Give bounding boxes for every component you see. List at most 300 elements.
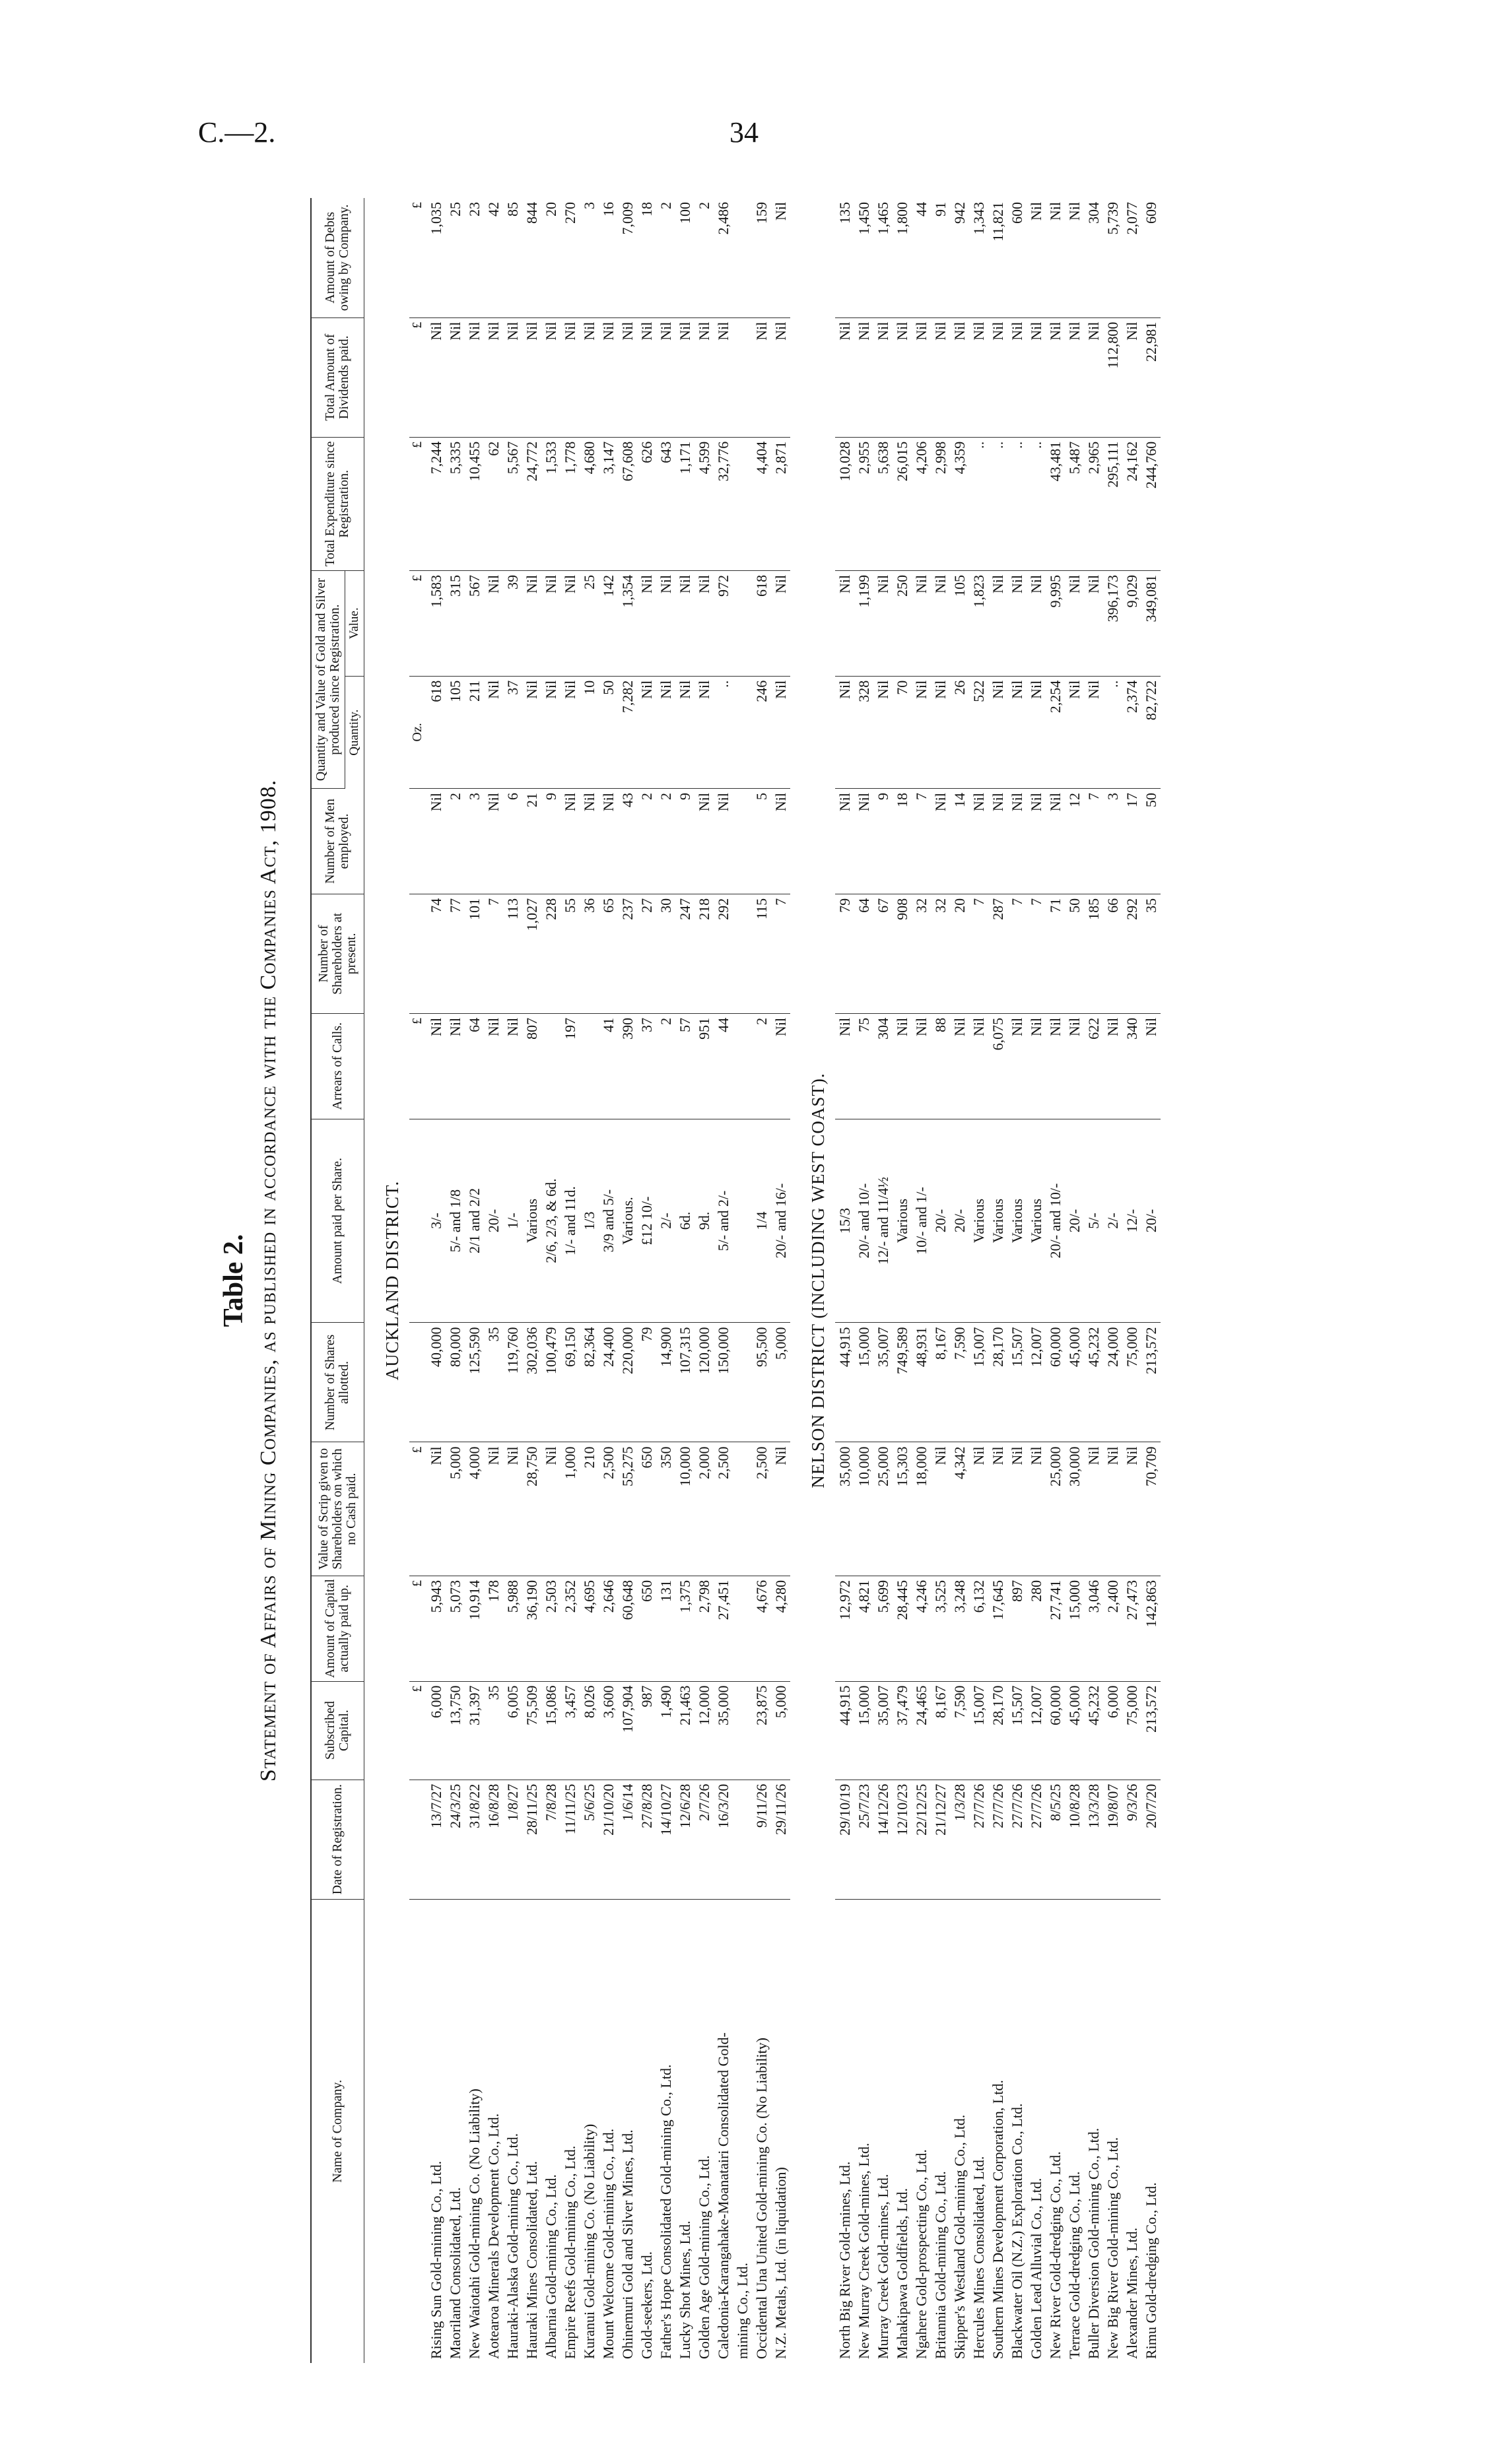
cell-dividends: 22,981 — [1141, 317, 1161, 437]
cell-debts: Nil — [771, 198, 790, 317]
cell-men: 5 — [752, 789, 771, 894]
cell-scrip: 2,500 — [714, 1442, 733, 1576]
table-row — [503, 198, 522, 2363]
cell-debts: Nil — [1027, 198, 1046, 317]
section-heading: NELSON DISTRICT (INCLUDING WEST COAST). — [807, 1073, 828, 1488]
cell-debts: 2 — [694, 198, 714, 317]
cell-subscribed: 45,000 — [1065, 1681, 1084, 1780]
cell-holders: 7 — [484, 894, 503, 1013]
cell-name: Empire Reefs Gold-mining Co., Ltd. — [561, 2145, 578, 2359]
cell-holders: 292 — [1122, 894, 1141, 1013]
cell-holders: 7 — [1027, 894, 1046, 1013]
col-gold-group: Quantity and Value of Gold and Silver produced since Registration. — [311, 571, 345, 789]
cell-paid-up: 27,473 — [1122, 1576, 1141, 1681]
cell-name: Ngahere Gold-prospecting Co., Ltd. — [912, 2149, 930, 2359]
cell-dividends: 112,800 — [1103, 317, 1122, 437]
cell-holders: 292 — [714, 894, 733, 1013]
cell-quantity: 70 — [893, 676, 912, 788]
cell-name: Hauraki Mines Consolidated, Ltd. — [523, 2160, 540, 2359]
cell-debts: 1,035 — [426, 198, 446, 317]
cell-shares: 15,000 — [854, 1323, 873, 1442]
cell-men: 12 — [1065, 789, 1084, 894]
cell-date: 16/3/20 — [714, 1780, 733, 1899]
cell-men: 7 — [912, 789, 931, 894]
cell-expenditure: 24,162 — [1122, 437, 1141, 570]
cell-debts: 20 — [541, 198, 560, 317]
cell-shares: 15,007 — [969, 1323, 988, 1442]
cell-name: Golden Lead Alluvial Co., Ltd. — [1027, 2178, 1044, 2359]
cell-dividends: Nil — [694, 317, 714, 437]
cell-expenditure: 43,481 — [1046, 437, 1065, 570]
cell-arrears: 197 — [560, 1013, 580, 1119]
cell-expenditure: 5,567 — [503, 437, 522, 570]
cell-holders: 65 — [599, 894, 618, 1013]
cell-paid-up: 2,798 — [694, 1576, 714, 1681]
cell-expenditure: 3,147 — [599, 437, 618, 570]
cell-arrears: Nil — [1007, 1013, 1027, 1119]
cell-debts: Nil — [1065, 198, 1084, 317]
cell-dividends: Nil — [752, 317, 771, 437]
cell-holders: 55 — [560, 894, 580, 1013]
cell-shares: 302,036 — [522, 1323, 541, 1442]
cell-dividends: Nil — [656, 317, 675, 437]
cell-shares: 95,500 — [752, 1323, 771, 1442]
section-heading: AUCKLAND DISTRICT. — [382, 1180, 402, 1381]
cell-shares — [733, 1323, 752, 1442]
cell-value: Nil — [694, 571, 714, 677]
cell-scrip: Nil — [931, 1442, 950, 1576]
cell-subscribed: 45,232 — [1084, 1681, 1103, 1780]
cell-name: Mahakipawa Goldfields, Ltd. — [893, 2187, 910, 2359]
cell-holders: 71 — [1046, 894, 1065, 1013]
cell-name: Rimu Gold-dredging Co., Ltd. — [1142, 2182, 1159, 2359]
cell-arrears: 6,075 — [988, 1013, 1007, 1119]
cell-debts: 1,450 — [854, 198, 873, 317]
cell-expenditure: 643 — [656, 437, 675, 570]
cell-name: Buller Diversion Gold-mining Co., Ltd. — [1085, 2127, 1102, 2359]
cell-expenditure: 4,404 — [752, 437, 771, 570]
cell-quantity: Nil — [988, 676, 1007, 788]
cell-shares: 120,000 — [694, 1323, 714, 1442]
cell-holders — [733, 894, 752, 1013]
cell-expenditure: 7,244 — [426, 437, 446, 570]
cell-debts — [733, 198, 752, 317]
cell-scrip: 15,303 — [893, 1442, 912, 1576]
cell-quantity: Nil — [522, 676, 541, 788]
cell-holders: 79 — [835, 894, 854, 1013]
cell-dividends: Nil — [714, 317, 733, 437]
cell-per-share: 1/4 — [752, 1119, 771, 1323]
cell-paid-up: 5,988 — [503, 1576, 522, 1681]
cell-expenditure: 26,015 — [893, 437, 912, 570]
cell-date: 1/8/27 — [503, 1780, 522, 1899]
col-arrears: Arrears of Calls. — [311, 1013, 364, 1119]
cell-men: 21 — [522, 789, 541, 894]
cell-subscribed: 24,465 — [912, 1681, 931, 1780]
cell-debts: 2 — [656, 198, 675, 317]
cell-men: 2 — [656, 789, 675, 894]
cell-date: 29/10/19 — [835, 1780, 854, 1899]
cell-quantity — [733, 676, 752, 788]
cell-name: New Waiotahi Gold-mining Co. (No Liability) — [465, 2088, 483, 2359]
cell-paid-up: 897 — [1007, 1576, 1027, 1681]
table-row — [580, 198, 599, 2363]
cell-debts: 3 — [580, 198, 599, 317]
cell-name: Ohinemuri Gold and Silver Mines, Ltd. — [619, 2129, 636, 2359]
cell-date: 27/7/26 — [1007, 1780, 1027, 1899]
cell-holders: 77 — [446, 894, 465, 1013]
cell-scrip: 210 — [580, 1442, 599, 1576]
cell-scrip: Nil — [503, 1442, 522, 1576]
cell-subscribed: 12,000 — [694, 1681, 714, 1780]
cell-date: 13/3/28 — [1084, 1780, 1103, 1899]
cell-arrears — [733, 1013, 752, 1119]
cell-expenditure: 2,955 — [854, 437, 873, 570]
cell-subscribed: 15,507 — [1007, 1681, 1027, 1780]
cell-date: 2/7/26 — [694, 1780, 714, 1899]
table-row — [873, 198, 893, 2363]
cell-name: Hauraki-Alaska Gold-mining Co., Ltd. — [504, 2133, 521, 2359]
cell-subscribed: 35 — [484, 1681, 503, 1780]
unit-men — [409, 789, 426, 894]
cell-per-share: 5/- and 1/8 — [446, 1119, 465, 1323]
cell-arrears: 304 — [873, 1013, 893, 1119]
cell-shares: 75,000 — [1122, 1323, 1141, 1442]
cell-shares: 82,364 — [580, 1323, 599, 1442]
col-name: Name of Company. — [311, 1899, 364, 2363]
cell-shares: 14,900 — [656, 1323, 675, 1442]
cell-arrears: Nil — [1065, 1013, 1084, 1119]
cell-quantity: Nil — [637, 676, 656, 788]
cell-quantity: 246 — [752, 676, 771, 788]
cell-quantity: Nil — [771, 676, 790, 788]
cell-per-share: 2/1 and 2/2 — [465, 1119, 484, 1323]
cell-men: Nil — [771, 789, 790, 894]
cell-arrears — [541, 1013, 560, 1119]
cell-men: Nil — [1027, 789, 1046, 894]
cell-men: 18 — [893, 789, 912, 894]
unit-shares — [409, 1323, 426, 1442]
cell-arrears: Nil — [969, 1013, 988, 1119]
cell-arrears: Nil — [893, 1013, 912, 1119]
table-row — [854, 198, 873, 2363]
cell-scrip: Nil — [484, 1442, 503, 1576]
cell-dividends — [733, 317, 752, 437]
cell-quantity: Nil — [873, 676, 893, 788]
cell-scrip: 1,000 — [560, 1442, 580, 1576]
cell-arrears: 951 — [694, 1013, 714, 1119]
cell-men: Nil — [694, 789, 714, 894]
cell-per-share: 12/- and 11/4½ — [873, 1119, 893, 1323]
cell-dividends: Nil — [1007, 317, 1027, 437]
cell-subscribed: 12,007 — [1027, 1681, 1046, 1780]
cell-holders: 67 — [873, 894, 893, 1013]
cell-paid-up: 15,000 — [1065, 1576, 1084, 1681]
cell-men: Nil — [931, 789, 950, 894]
cell-paid-up: 1,375 — [675, 1576, 694, 1681]
cell-quantity: 2,374 — [1122, 676, 1141, 788]
cell-paid-up: 4,280 — [771, 1576, 790, 1681]
cell-per-share: 20/- — [1141, 1119, 1161, 1323]
cell-name: Kuranui Gold-mining Co. (No Liability) — [580, 2123, 597, 2359]
cell-scrip: 10,000 — [854, 1442, 873, 1576]
cell-date: 14/10/27 — [656, 1780, 675, 1899]
cell-paid-up: 4,676 — [752, 1576, 771, 1681]
unit-debts: £ — [409, 198, 426, 317]
cell-quantity: Nil — [1084, 676, 1103, 788]
cell-holders: 7 — [771, 894, 790, 1013]
cell-quantity: Nil — [694, 676, 714, 788]
cell-quantity: Nil — [1065, 676, 1084, 788]
cell-per-share: 5/- — [1084, 1119, 1103, 1323]
cell-date: 19/8/07 — [1103, 1780, 1122, 1899]
cell-dividends: Nil — [1046, 317, 1065, 437]
mining-companies-table — [310, 198, 1161, 2363]
cell-per-share: 2/6, 2/3, & 6d. — [541, 1119, 560, 1323]
cell-dividends: Nil — [599, 317, 618, 437]
cell-shares: 24,400 — [599, 1323, 618, 1442]
unit-arrears: £ — [409, 1013, 426, 1119]
cell-quantity: 37 — [503, 676, 522, 788]
cell-scrip: Nil — [1007, 1442, 1027, 1576]
cell-scrip: Nil — [1084, 1442, 1103, 1576]
cell-date: 9/11/26 — [752, 1780, 771, 1899]
cell-subscribed: 15,000 — [854, 1681, 873, 1780]
cell-paid-up: 2,400 — [1103, 1576, 1122, 1681]
cell-per-share: Various — [988, 1119, 1007, 1323]
cell-per-share: 3/- — [426, 1119, 446, 1323]
cell-holders: 237 — [618, 894, 637, 1013]
cell-debts: 5,739 — [1103, 198, 1122, 317]
cell-dividends: Nil — [637, 317, 656, 437]
cell-men: Nil — [426, 789, 446, 894]
cell-value: Nil — [1065, 571, 1084, 677]
cell-debts: 609 — [1141, 198, 1161, 317]
cell-name: Hercules Mines Consolidated, Ltd. — [970, 2156, 987, 2359]
cell-shares: 749,589 — [893, 1323, 912, 1442]
cell-debts: 7,009 — [618, 198, 637, 317]
cell-arrears: 2 — [752, 1013, 771, 1119]
cell-dividends: Nil — [931, 317, 950, 437]
cell-name: Golden Age Gold-mining Co., Ltd. — [695, 2155, 712, 2359]
cell-date — [733, 1780, 752, 1899]
unit-subscribed: £ — [409, 1681, 426, 1780]
cell-name: Terrace Gold-dredging Co., Ltd. — [1066, 2171, 1083, 2359]
cell-expenditure — [733, 437, 752, 570]
cell-debts: 304 — [1084, 198, 1103, 317]
cell-value: Nil — [988, 571, 1007, 677]
cell-holders: 908 — [893, 894, 912, 1013]
cell-men: Nil — [714, 789, 733, 894]
cell-shares: 69,150 — [560, 1323, 580, 1442]
table-row — [541, 198, 560, 2363]
cell-quantity: 328 — [854, 676, 873, 788]
cell-value: Nil — [873, 571, 893, 677]
cell-date: 14/12/26 — [873, 1780, 893, 1899]
cell-name: Blackwater Oil (N.Z.) Exploration Co., Ltd. — [1008, 2103, 1025, 2359]
cell-name: Southern Mines Development Corporation, Ltd. — [989, 2080, 1006, 2359]
table-row — [912, 198, 931, 2363]
cell-expenditure: 32,776 — [714, 437, 733, 570]
cell-expenditure: .. — [988, 437, 1007, 570]
cell-date: 7/8/28 — [541, 1780, 560, 1899]
unit-holders — [409, 894, 426, 1013]
cell-subscribed: 31,397 — [465, 1681, 484, 1780]
cell-dividends: Nil — [854, 317, 873, 437]
cell-holders: 247 — [675, 894, 694, 1013]
cell-quantity: 618 — [426, 676, 446, 788]
unit-quantity: Oz. — [409, 676, 426, 788]
cell-holders: 74 — [426, 894, 446, 1013]
cell-dividends: Nil — [969, 317, 988, 437]
table-row — [522, 198, 541, 2363]
cell-paid-up: 650 — [637, 1576, 656, 1681]
unit-date — [409, 1780, 426, 1899]
table-row — [714, 198, 733, 2363]
cell-expenditure: 2,998 — [931, 437, 950, 570]
cell-expenditure: .. — [1027, 437, 1046, 570]
cell-date: 27/8/28 — [637, 1780, 656, 1899]
cell-arrears: 88 — [931, 1013, 950, 1119]
cell-expenditure: 1,533 — [541, 437, 560, 570]
cell-arrears: 340 — [1122, 1013, 1141, 1119]
cell-paid-up: 142,863 — [1141, 1576, 1161, 1681]
cell-date: 25/7/23 — [854, 1780, 873, 1899]
cell-per-share: 9d. — [694, 1119, 714, 1323]
cell-debts: 135 — [835, 198, 854, 317]
cell-date: 12/6/28 — [675, 1780, 694, 1899]
table-row — [599, 198, 618, 2363]
cell-arrears: Nil — [771, 1013, 790, 1119]
cell-scrip: 4,000 — [465, 1442, 484, 1576]
cell-subscribed: 107,904 — [618, 1681, 637, 1780]
cell-per-share: 20/- and 16/- — [771, 1119, 790, 1323]
cell-quantity: 10 — [580, 676, 599, 788]
cell-dividends: Nil — [580, 317, 599, 437]
cell-subscribed: 987 — [637, 1681, 656, 1780]
cell-arrears: Nil — [1103, 1013, 1122, 1119]
cell-arrears: 41 — [599, 1013, 618, 1119]
cell-name: Alexander Mines, Ltd. — [1123, 2227, 1140, 2359]
cell-dividends: Nil — [1084, 317, 1103, 437]
cell-name: mining Co., Ltd. — [733, 2262, 751, 2359]
cell-shares: 40,000 — [426, 1323, 446, 1442]
cell-name: N.Z. Metals, Ltd. (in liquidation) — [772, 2167, 789, 2359]
page-ref: C.—2. — [198, 116, 276, 149]
cell-scrip: Nil — [426, 1442, 446, 1576]
cell-scrip: 18,000 — [912, 1442, 931, 1576]
cell-paid-up: 4,246 — [912, 1576, 931, 1681]
cell-quantity: Nil — [1007, 676, 1027, 788]
cell-quantity: 26 — [950, 676, 969, 788]
cell-quantity: Nil — [541, 676, 560, 788]
cell-holders: 32 — [931, 894, 950, 1013]
cell-paid-up: 27,741 — [1046, 1576, 1065, 1681]
cell-men: 2 — [637, 789, 656, 894]
cell-subscribed: 75,000 — [1122, 1681, 1141, 1780]
cell-value: 105 — [950, 571, 969, 677]
cell-holders: 218 — [694, 894, 714, 1013]
cell-expenditure: 5,638 — [873, 437, 893, 570]
cell-paid-up: 12,972 — [835, 1576, 854, 1681]
cell-date: 13/7/27 — [426, 1780, 446, 1899]
cell-dividends: Nil — [465, 317, 484, 437]
cell-shares: 150,000 — [714, 1323, 733, 1442]
cell-shares: 12,007 — [1027, 1323, 1046, 1442]
cell-expenditure: 4,680 — [580, 437, 599, 570]
cell-value: Nil — [912, 571, 931, 677]
table-row — [771, 198, 790, 2363]
cell-men: 7 — [1084, 789, 1103, 894]
cell-men: 14 — [950, 789, 969, 894]
cell-paid-up: 3,046 — [1084, 1576, 1103, 1681]
cell-dividends: Nil — [893, 317, 912, 437]
cell-quantity: Nil — [912, 676, 931, 788]
cell-per-share — [733, 1119, 752, 1323]
cell-arrears: 807 — [522, 1013, 541, 1119]
cell-subscribed: 60,000 — [1046, 1681, 1065, 1780]
cell-paid-up: 5,699 — [873, 1576, 893, 1681]
cell-per-share: 12/- — [1122, 1119, 1141, 1323]
cell-name: Gold-seekers, Ltd. — [638, 2251, 655, 2359]
cell-quantity: Nil — [656, 676, 675, 788]
col-subscribed: Subscribed Capital. — [311, 1681, 364, 1780]
cell-value: 142 — [599, 571, 618, 677]
cell-debts: 942 — [950, 198, 969, 317]
cell-per-share: 20/- — [1065, 1119, 1084, 1323]
cell-men: 6 — [503, 789, 522, 894]
cell-men: 2 — [446, 789, 465, 894]
cell-debts: 11,821 — [988, 198, 1007, 317]
cell-value: Nil — [675, 571, 694, 677]
col-debts: Amount of Debts owing by Company. — [311, 198, 364, 317]
unit-dividends: £ — [409, 317, 426, 437]
cell-per-share: 20/- — [931, 1119, 950, 1323]
cell-paid-up: 5,073 — [446, 1576, 465, 1681]
cell-value: 315 — [446, 571, 465, 677]
cell-subscribed: 35,000 — [714, 1681, 733, 1780]
cell-holders: 66 — [1103, 894, 1122, 1013]
cell-scrip: Nil — [969, 1442, 988, 1576]
cell-subscribed: 213,572 — [1141, 1681, 1161, 1780]
cell-arrears: 622 — [1084, 1013, 1103, 1119]
cell-quantity: 105 — [446, 676, 465, 788]
cell-value: 972 — [714, 571, 733, 677]
cell-quantity: .. — [1103, 676, 1122, 788]
cell-holders: 64 — [854, 894, 873, 1013]
cell-subscribed: 15,007 — [969, 1681, 988, 1780]
cell-expenditure: .. — [1007, 437, 1027, 570]
cell-date: 27/7/26 — [988, 1780, 1007, 1899]
cell-expenditure: 2,965 — [1084, 437, 1103, 570]
cell-men: Nil — [599, 789, 618, 894]
cell-scrip: Nil — [1103, 1442, 1122, 1576]
cell-shares: 220,000 — [618, 1323, 637, 1442]
cell-holders: 115 — [752, 894, 771, 1013]
col-holders: Number of Shareholders at present. — [311, 894, 364, 1013]
cell-debts: 159 — [752, 198, 771, 317]
cell-expenditure: 5,335 — [446, 437, 465, 570]
cell-shares: 119,760 — [503, 1323, 522, 1442]
table-row — [426, 198, 446, 2363]
cell-subscribed: 8,167 — [931, 1681, 950, 1780]
page-number: 34 — [729, 116, 759, 149]
cell-holders: 36 — [580, 894, 599, 1013]
cell-debts: 1,800 — [893, 198, 912, 317]
cell-per-share: Various — [522, 1119, 541, 1323]
col-scrip: Value of Scrip given to Shareholders on which no Cash paid. — [311, 1442, 364, 1576]
cell-shares: 5,000 — [771, 1323, 790, 1442]
